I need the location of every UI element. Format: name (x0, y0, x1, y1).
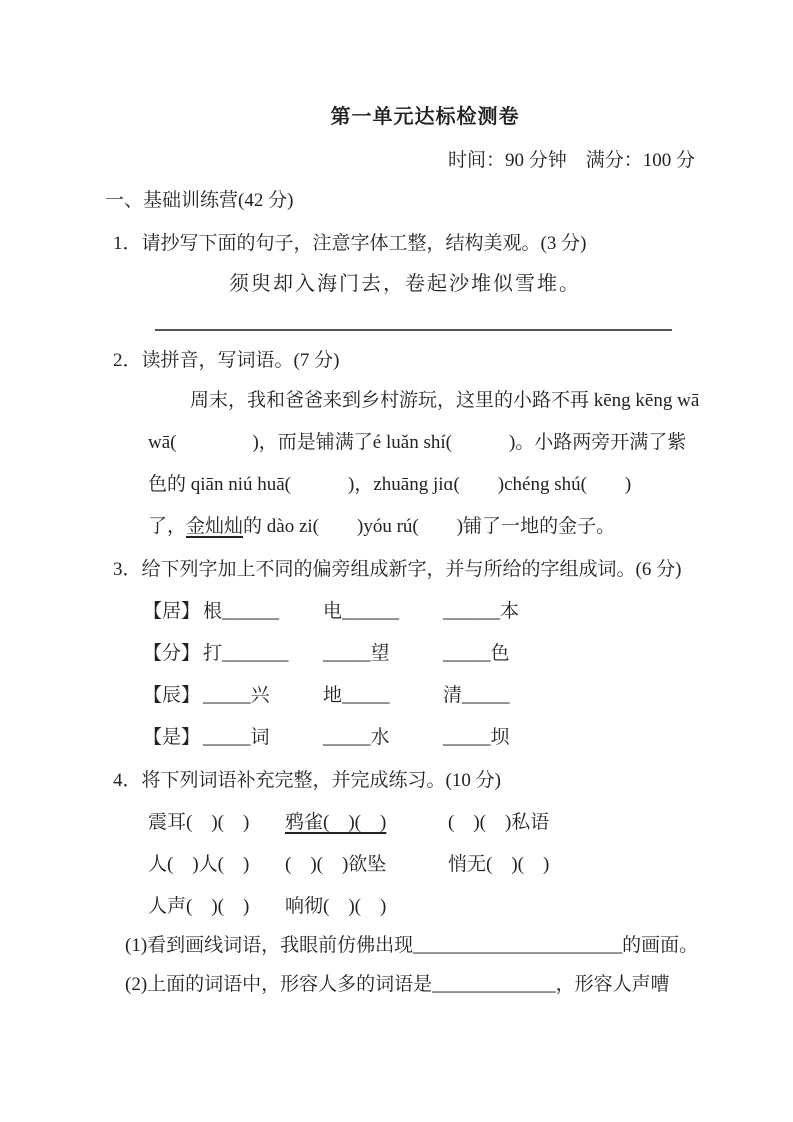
exam-content (105, 0, 705, 998)
q3-blank-word: _____望 (323, 643, 390, 664)
q4-idiom-blank: 人声( )( ) (148, 896, 250, 917)
q4-idiom-blank: 人( )人( ) (148, 854, 250, 875)
q4-label: 4．将下列词语补充完整，并完成练习。(10 分) (113, 770, 501, 791)
q3-row (143, 725, 705, 751)
q2-text-line (148, 514, 705, 540)
section-heading: 一、基础训练营(42 分) (105, 190, 294, 211)
q3-blank-word: _____兴 (203, 685, 270, 706)
q2-text-line: wā( )，而是铺满了é luǎn shí( )。小路两旁开满了紫 (148, 432, 687, 453)
q3-blank-word: 根______ (203, 601, 280, 622)
q3-bracket-char: 【是】 (143, 727, 201, 748)
q3-row (143, 683, 705, 709)
q3-blank-word: 地_____ (323, 685, 390, 706)
q4-row (148, 852, 705, 878)
q4-idiom-blank-underlined: 鸦雀( )( ) (285, 812, 387, 833)
q3-blank-word: _____词 (203, 727, 270, 748)
q2-label: 2．读拼音，写词语。(7 分) (113, 350, 340, 371)
q3-bracket-char: 【分】 (143, 643, 201, 664)
q3-row (143, 599, 705, 625)
q2-line4-pre: 了， (148, 516, 187, 537)
q3-bracket-char: 【居】 (143, 601, 201, 622)
q1-copy-sentence: 须臾却入海门去，卷起沙堆似雪堆。 (229, 273, 581, 295)
q3-blank-word: 电______ (323, 601, 400, 622)
exam-meta: 时间：90 分钟 满分：100 分 (447, 150, 695, 171)
q4-word-grid (105, 810, 705, 920)
q2-underlined-word: 金灿灿 (186, 516, 244, 537)
q4-row (148, 894, 705, 920)
q3-blank-word: 打_______ (203, 643, 289, 664)
q3-blank-word: _____水 (323, 727, 390, 748)
q1-answer-line (155, 329, 672, 331)
q4-idiom-blank: 悄无( )( ) (448, 854, 550, 875)
q3-row (143, 641, 705, 667)
q4-idiom-blank: ( )( )私语 (448, 812, 550, 833)
q4-row (148, 810, 705, 836)
q4-idiom-blank: 响彻( )( ) (285, 896, 387, 917)
q1-label: 1．请抄写下面的句子，注意字体工整，结构美观。(3 分) (113, 233, 587, 254)
q3-blank-word: 清_____ (443, 685, 510, 706)
q3-blank-word: ______本 (443, 601, 520, 622)
q4-subquestion-1: (1)看到画线词语，我眼前仿佛出现______________________的画面。 (125, 935, 699, 956)
q3-blank-word: _____坝 (443, 727, 510, 748)
q3-bracket-char: 【辰】 (143, 685, 201, 706)
page-title: 第一单元达标检测卷 (330, 106, 520, 128)
q4-subquestion-2: (2)上面的词语中，形容人多的词语是_____________，形容人声嘈 (125, 974, 670, 995)
q3-blank-word: _____色 (443, 643, 510, 664)
q2-text-line: 周末，我和爸爸来到乡村游玩，这里的小路不再 kēng kēng wā (190, 390, 700, 411)
q4-idiom-blank: ( )( )欲坠 (285, 854, 387, 875)
q3-label: 3．给下列字加上不同的偏旁组成新字，并与所给的字组成词。(6 分) (113, 559, 682, 580)
q2-text-line: 色的 qiān niú huā( )，zhuāng jiɑ( )chéng shú( ) (148, 474, 632, 495)
q3-table (105, 599, 705, 751)
q4-idiom-blank: 震耳( )( ) (148, 812, 250, 833)
q2-line4-post: 的 dào zi( )yóu rú( )铺了一地的金子。 (243, 516, 616, 537)
